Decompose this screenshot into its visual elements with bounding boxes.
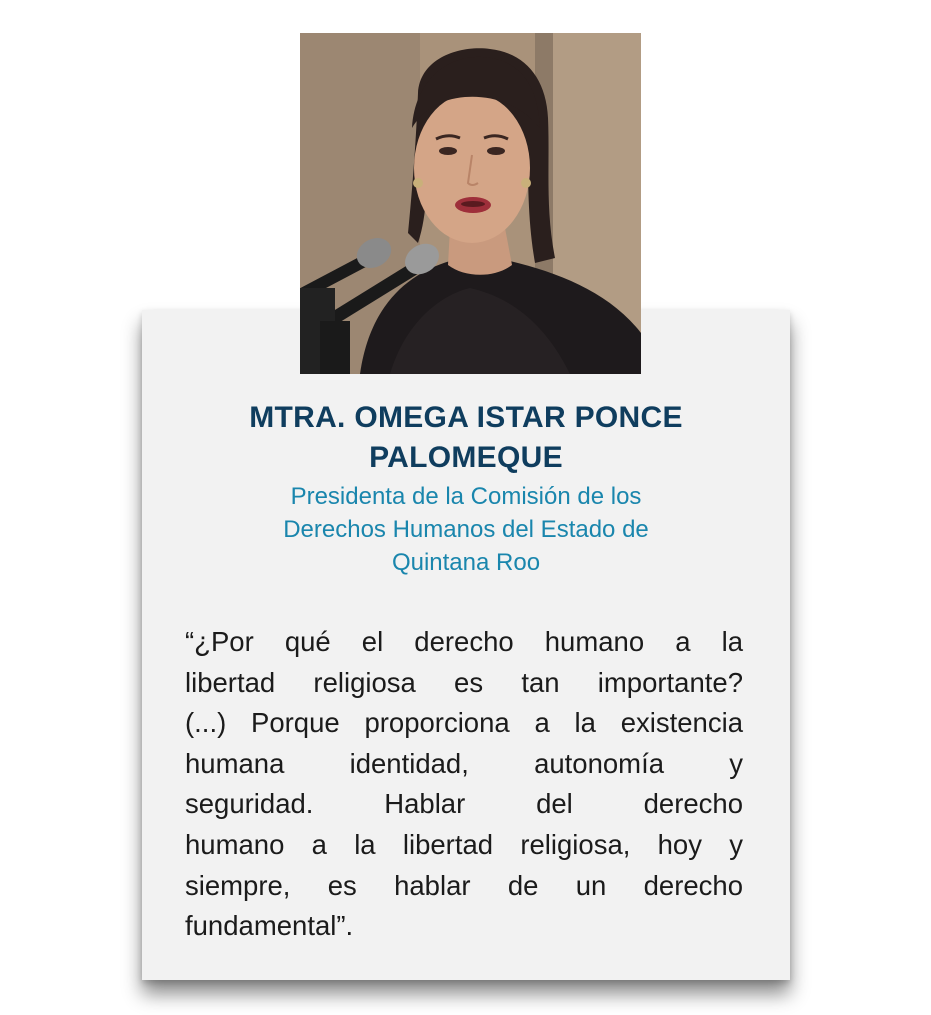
- speaker-name-line-1: MTRA. OMEGA ISTAR PONCE: [249, 401, 683, 434]
- quote-line-3: (...) Porque proporciona a la existencia: [185, 707, 743, 739]
- quote-text: [185, 622, 743, 947]
- speaker-role-line-3: Quintana Roo: [391, 549, 541, 576]
- quote-line-2: libertad religiosa es tan importante?: [185, 666, 743, 698]
- speaker-role: [142, 480, 790, 579]
- quote-line-7: siempre, es hablar de un derecho: [185, 869, 743, 901]
- quote-line-1: “¿Por qué el derecho humano a la: [185, 626, 743, 657]
- speaker-role-line-2: Derechos Humanos del Estado de: [283, 516, 649, 543]
- speaker-photo: [300, 33, 641, 374]
- quote-line-8: fundamental”.: [185, 910, 354, 942]
- quote-line-6: humano a la libertad religiosa, hoy y: [185, 828, 743, 860]
- quote-line-5: seguridad. Hablar del derecho: [185, 788, 743, 820]
- speaker-name: [142, 398, 790, 478]
- speaker-role-line-1: Presidenta de la Comisión de los: [290, 483, 642, 510]
- quote-line-4: humana identidad, autonomía y: [185, 747, 743, 779]
- speaker-name-line-2: PALOMEQUE: [369, 441, 563, 474]
